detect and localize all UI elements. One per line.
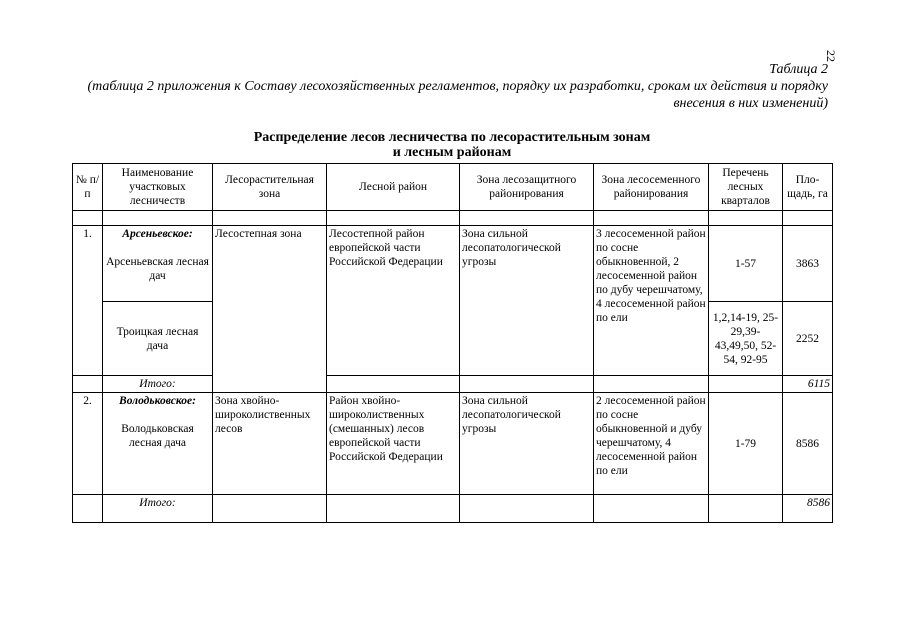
total-row (73, 495, 833, 523)
total-label: Итого: (103, 495, 213, 523)
seed-zone-cell: 2 лесосеменной район по сосне обыкновенной и дубу черешчатому, 4 лесосеменной район по ели (594, 393, 709, 495)
col-header-num: № п/п (73, 164, 103, 211)
title-line-1: Распределение лесов лесничества по лесорастительным зонам (253, 130, 651, 145)
total-row (73, 376, 833, 393)
forestry-name: Арсеньевское: (122, 228, 193, 240)
document-title (72, 130, 832, 160)
col-header-quarters: Перечень лесных кварталов (709, 164, 783, 211)
total-area: 8586 (783, 495, 833, 523)
col-header-region: Лесной район (327, 164, 460, 211)
zone-cell: Лесостепная зона (213, 226, 327, 393)
region-cell: Район хвойно-широколиственных (смешанных) лесов европейской части Российской Федерации (327, 393, 460, 495)
forestry-cell (103, 393, 213, 495)
table-label: Таблица 2 (769, 62, 828, 77)
quarters-cell: 1-79 (709, 393, 783, 495)
col-header-forestry: Наименование участковых лесничеств (103, 164, 213, 211)
protection-cell: Зона сильной лесопатологической угрозы (460, 393, 594, 495)
row-number: 1. (73, 226, 103, 376)
spacer-row (73, 211, 833, 226)
col-header-zone: Лесорастительная зона (213, 164, 327, 211)
dacha-name: Троицкая лесная дача (103, 302, 213, 376)
quarters-cell: 1-57 (709, 226, 783, 302)
zone-cell: Зона хвойно-широколиственных лесов (213, 393, 327, 495)
col-header-protection: Зона лесозащитного районирования (460, 164, 594, 211)
region-cell: Лесостепной район европейской части Российской Федерации (327, 226, 460, 376)
col-header-seed: Зона лесосеменного районирования (594, 164, 709, 211)
header-row (73, 164, 833, 211)
area-cell: 2252 (783, 302, 833, 376)
appendix-note: (таблица 2 приложения к Составу лесохозяйственных регламентов, порядку их разработки, срокам их действия и порядку внесения в них изменений) (87, 79, 828, 111)
col-header-area: Пло-щадь, га (783, 164, 833, 211)
page-number: 22 (824, 50, 838, 62)
forestry-cell (103, 226, 213, 302)
row-number: 2. (73, 393, 103, 495)
dacha-name: Арсеньевская лесная дач (106, 256, 209, 282)
protection-cell: Зона сильной лесопатологической угрозы (460, 226, 594, 376)
forestry-name: Володьковское: (119, 395, 196, 407)
title-line-2: и лесным районам (392, 145, 512, 160)
total-label: Итого: (103, 376, 213, 393)
quarters-cell: 1,2,14-19, 25-29,39-43,49,50, 52-54, 92-95 (709, 302, 783, 376)
forest-distribution-table (72, 163, 833, 523)
area-cell: 8586 (783, 393, 833, 495)
total-area: 6115 (783, 376, 833, 393)
area-cell: 3863 (783, 226, 833, 302)
seed-zone-cell: 3 лесосеменной район по сосне обыкновенной, 2 лесосеменной район по дубу черешчатому, 4 лесосеменной район по ели (594, 226, 709, 376)
table-row (73, 393, 833, 495)
dacha-name: Володьковская лесная дача (121, 423, 194, 449)
table-row (73, 226, 833, 302)
